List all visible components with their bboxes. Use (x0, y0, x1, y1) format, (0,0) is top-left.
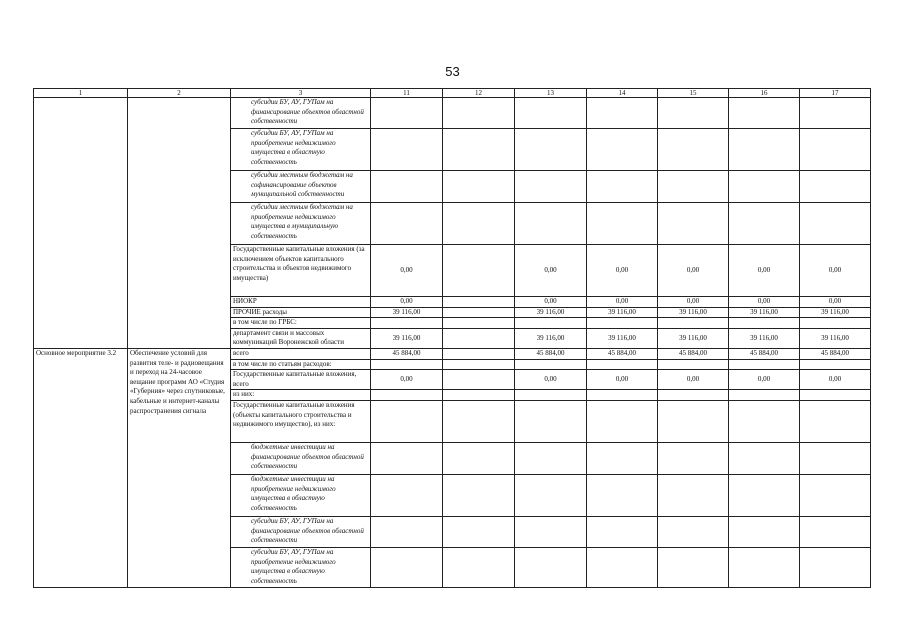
value-cell: 39 116,00 (658, 307, 729, 318)
value-cell: 0,00 (515, 245, 587, 297)
row-label: субсидии БУ, АУ, ГУПам на финансирование объектов областной собственности (231, 98, 371, 129)
row-label: из них: (231, 390, 371, 401)
value-cell: 39 116,00 (515, 328, 587, 348)
header-cell: 15 (658, 89, 729, 98)
expenditure-table (33, 88, 871, 588)
table-row (34, 348, 871, 359)
value-cell: 0,00 (800, 245, 871, 297)
value-cell: 39 116,00 (587, 328, 658, 348)
value-cell: 0,00 (658, 245, 729, 297)
activity-code-cell-prev (34, 98, 128, 349)
value-cell: 39 116,00 (729, 307, 800, 318)
value-cell: 0,00 (658, 297, 729, 308)
value-cell: 0,00 (371, 297, 443, 308)
value-cell: 45 884,00 (658, 348, 729, 359)
value-cell: 45 884,00 (515, 348, 587, 359)
header-cell: 11 (371, 89, 443, 98)
header-cell: 14 (587, 89, 658, 98)
activity-title-cell: Обеспечение условий для развития теле- и радиовещания и переход на 24-часовое вещание программ АО «Студия «Губерния» через спутниковые, кабельные и интернет-каналы распространения сигнала (128, 348, 231, 587)
header-row (34, 89, 871, 98)
row-label: бюджетные инвестиции на приобретение недвижимого имущества в областную собственность (231, 474, 371, 516)
value-cell: 0,00 (515, 370, 587, 390)
value-cell: 45 884,00 (729, 348, 800, 359)
row-label: субсидии БУ, АУ, ГУПам на приобретение недвижимого имущества в областную собственность (231, 129, 371, 171)
row-label: субсидии БУ, АУ, ГУПам на приобретение недвижимого имущества в областную собственность (231, 547, 371, 587)
row-label: субсидии местным бюджетам на приобретение недвижимого имущества в муниципальную собственность (231, 203, 371, 245)
header-cell: 1 (34, 89, 128, 98)
row-label: ПРОЧИЕ расходы (231, 307, 371, 318)
row-label: бюджетные инвестиции на финансирование объектов областной собственности (231, 442, 371, 474)
value-cell: 0,00 (729, 297, 800, 308)
value-cell: 39 116,00 (371, 328, 443, 348)
value-cell: 45 884,00 (587, 348, 658, 359)
value-cell: 0,00 (800, 370, 871, 390)
header-cell: 13 (515, 89, 587, 98)
row-label: Государственные капитальные вложения (объекты капитального строительства и недвижимого имущество), из них: (231, 400, 371, 442)
value-cell: 0,00 (729, 245, 800, 297)
header-cell: 16 (729, 89, 800, 98)
value-cell: 39 116,00 (371, 307, 443, 318)
row-label: субсидии БУ, АУ, ГУПам на финансирование объектов областной собственности (231, 516, 371, 547)
value-cell: 0,00 (587, 245, 658, 297)
value-cell: 0,00 (515, 297, 587, 308)
value-cell: 0,00 (371, 370, 443, 390)
value-cell: 39 116,00 (800, 307, 871, 318)
row-label: в том числе по статьям расходов: (231, 359, 371, 370)
row-label: НИОКР (231, 297, 371, 308)
activity-code-cell: Основное мероприятие 3.2 (34, 348, 128, 587)
value-cell: 39 116,00 (587, 307, 658, 318)
value-cell: 0,00 (371, 245, 443, 297)
table-row (34, 98, 871, 129)
row-label: субсидии местным бюджетам на софинансирование объектов муниципальной собственности (231, 171, 371, 203)
page-number: 53 (445, 64, 460, 79)
row-label: в том числе по ГРБС: (231, 318, 371, 329)
value-cell: 39 116,00 (729, 328, 800, 348)
value-cell: 39 116,00 (515, 307, 587, 318)
header-cell: 12 (443, 89, 515, 98)
header-cell: 3 (231, 89, 371, 98)
value-cell: 0,00 (800, 297, 871, 308)
header-cell: 2 (128, 89, 231, 98)
value-cell: 45 884,00 (371, 348, 443, 359)
value-cell: 39 116,00 (658, 328, 729, 348)
value-cell: 0,00 (587, 297, 658, 308)
value-cell: 0,00 (658, 370, 729, 390)
row-label: Государственные капитальные вложения, всего (231, 370, 371, 390)
value-cell: 0,00 (729, 370, 800, 390)
row-label: Государственные капитальные вложения (за исключением объектов капитального строительства и объектов недвижимого имущества) (231, 245, 371, 297)
row-label: всего (231, 348, 371, 359)
value-cell: 45 884,00 (800, 348, 871, 359)
value-cell: 0,00 (587, 370, 658, 390)
row-label: департамент связи и массовых коммуникаций Воронежской области (231, 328, 371, 348)
value-cell: 39 116,00 (800, 328, 871, 348)
activity-title-cell-prev (128, 98, 231, 349)
header-cell: 17 (800, 89, 871, 98)
